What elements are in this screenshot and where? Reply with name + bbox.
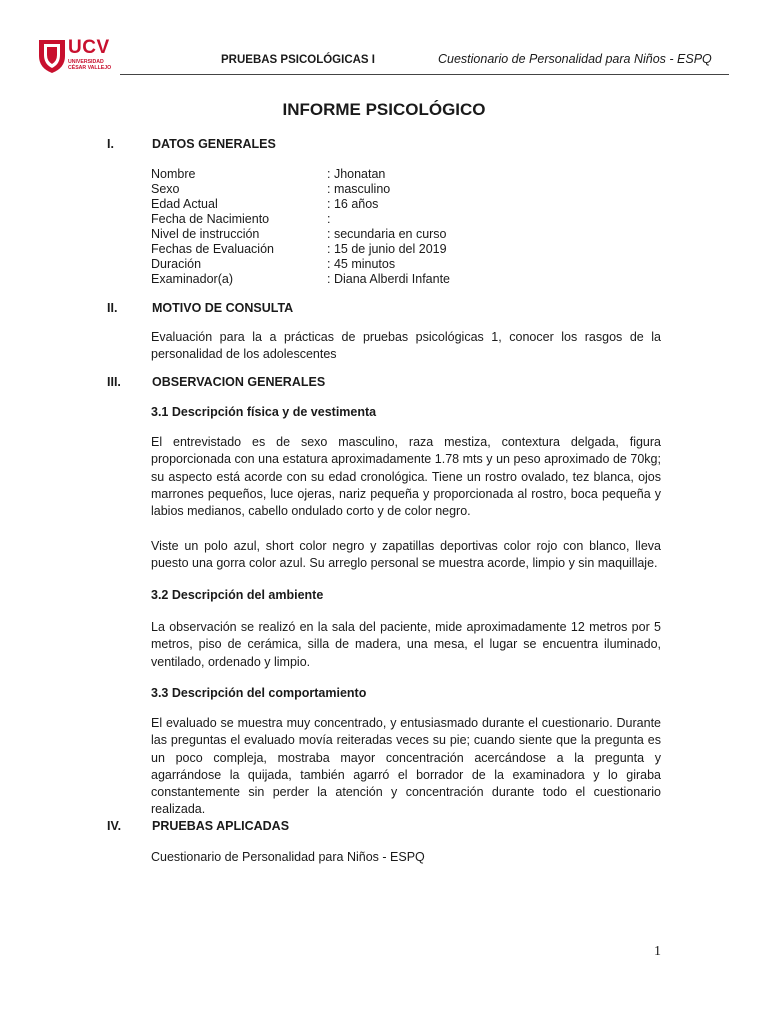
field-value: : masculino — [327, 182, 391, 196]
page-number: 1 — [654, 944, 661, 959]
paragraph: El evaluado se muestra muy concentrado, y entusiasmado durante el cuestionario. Durante las preguntas el evaluado movía reiteradas veces su pie; cuando siente que la pregunta es un poco compleja, mostraba mayor concentración acercándose a la pregunta y agarrándose la quijada, también agarró el borrador de la examinadora y lo giraba constantemente sin perder la atención y concentración durante todo el cuestionario realizada. — [151, 716, 661, 817]
paragraph: Viste un polo azul, short color negro y zapatillas deportivas color rojo con blanco, lleva puesto una gorra color azul. Su arreglo personal se muestra acorde, limpio y sin maquillaje. — [151, 539, 661, 571]
field-label: Sexo — [151, 182, 180, 196]
field-value: : Diana Alberdi Infante — [327, 272, 450, 286]
header-test-name: Cuestionario de Personalidad para Niños - ESPQ — [438, 52, 712, 66]
field-label: Duración — [151, 257, 202, 271]
logo-wordmark: UCV — [68, 37, 110, 58]
field-label: Examinador(a) — [151, 272, 233, 286]
field-label: Nivel de instrucción — [151, 227, 260, 241]
subsection-title: 3.3 Descripción del comportamiento — [151, 686, 367, 700]
paragraph: Evaluación para la a prácticas de pruebas psicológicas 1, conocer los rasgos de la personalidad de los adolescentes — [151, 330, 661, 362]
field-value: : 16 años — [327, 197, 379, 211]
section-number: II. — [107, 301, 118, 315]
section-number: III. — [107, 375, 121, 389]
field-value: : 45 minutos — [327, 257, 396, 271]
ucv-shield-icon — [38, 38, 66, 74]
field-value: : secundaria en curso — [327, 227, 447, 241]
paragraph: El entrevistado es de sexo masculino, raza mestiza, contextura delgada, figura proporcionada con una estatura aproximadamente 1.78 mts y un peso aproximado de 70kg; su aspecto está acorde con su edad cronológica. Tiene un rostro ovalado, tez blanca, ojos marrones pequeños, luce ojeras, nariz pequeña y proporcionada al rostro, boca pequeña y labios medianos, cabello ondulado corto y de color negro. — [151, 435, 661, 519]
section-title: OBSERVACION GENERALES — [152, 375, 326, 389]
field-label: Fecha de Nacimiento — [151, 212, 270, 226]
subsection-title: 3.2 Descripción del ambiente — [151, 588, 324, 602]
section-number: IV. — [107, 819, 122, 833]
field-value: : 15 de junio del 2019 — [327, 242, 447, 256]
field-label: Nombre — [151, 167, 196, 181]
logo-line-1: UNIVERSIDAD — [68, 59, 104, 65]
section-title: DATOS GENERALES — [152, 137, 276, 151]
paragraph: Cuestionario de Personalidad para Niños - ESPQ — [151, 850, 425, 864]
section-title: PRUEBAS APLICADAS — [152, 819, 290, 833]
header-course: PRUEBAS PSICOLÓGICAS I — [221, 54, 375, 66]
field-label: Edad Actual — [151, 197, 218, 211]
subsection-title: 3.1 Descripción física y de vestimenta — [151, 405, 377, 419]
university-logo — [38, 38, 118, 74]
field-label: Fechas de Evaluación — [151, 242, 274, 256]
section-title: MOTIVO DE CONSULTA — [152, 301, 294, 315]
header-divider — [120, 74, 729, 75]
page-title: INFORME PSICOLÓGICO — [282, 100, 486, 119]
logo-line-2: CÉSAR VALLEJO — [68, 65, 112, 71]
field-value: : Jhonatan — [327, 167, 386, 181]
paragraph: La observación se realizó en la sala del paciente, mide aproximadamente 12 metros por 5 metros, piso de cerámica, silla de madera, una mesa, el lugar se encuentra iluminado, ventilado, ordenado y limpio. — [151, 620, 661, 669]
section-number: I. — [107, 137, 114, 151]
field-value: : — [327, 212, 331, 226]
